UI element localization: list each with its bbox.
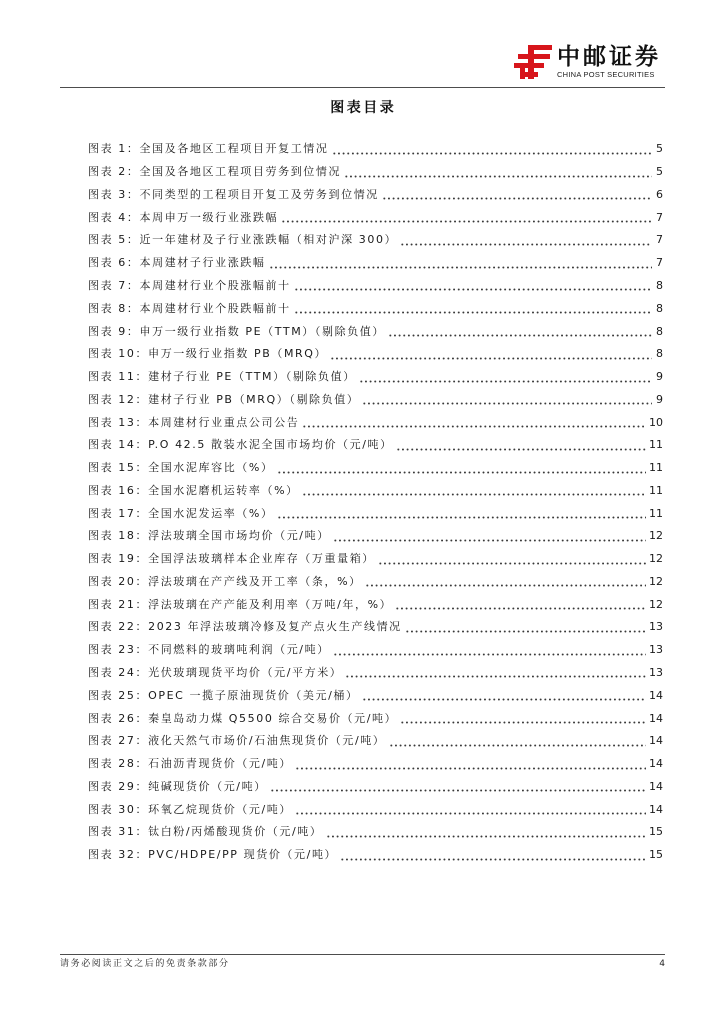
toc-entry-page: 15 — [649, 825, 663, 839]
toc-entry-title: 图表 8：本周建材行业个股跌幅前十 — [88, 301, 291, 315]
toc-entry-title: 图表 13：本周建材行业重点公司公告 — [88, 415, 300, 429]
toc-entry-title: 图表 31：钛白粉/丙烯酸现货价（元/吨） — [88, 825, 323, 839]
toc-entry-page: 7 — [656, 256, 663, 270]
toc-entry-title: 图表 3：不同类型的工程项目开复工及劳务到位情况 — [88, 187, 379, 201]
toc-entry-19[interactable] — [88, 548, 663, 571]
dot-leader — [330, 349, 652, 360]
page-number: 4 — [659, 959, 665, 969]
toc-entry-page: 5 — [656, 165, 663, 179]
page-header — [0, 0, 724, 90]
toc-entry-title: 图表 15：全国水泥库容比（%） — [88, 461, 274, 475]
dot-leader — [295, 759, 646, 770]
toc-entry-title: 图表 1：全国及各地区工程项目开复工情况 — [88, 142, 329, 156]
dot-leader — [332, 144, 653, 155]
toc-entry-31[interactable] — [88, 821, 663, 844]
dot-leader — [345, 667, 646, 678]
toc-entry-5[interactable] — [88, 229, 663, 252]
toc-entry-12[interactable] — [88, 388, 663, 411]
toc-entry-14[interactable] — [88, 434, 663, 457]
dot-leader — [396, 440, 646, 451]
toc-entry-page: 12 — [649, 529, 663, 543]
toc-entry-page: 7 — [656, 233, 663, 247]
toc-entry-8[interactable] — [88, 297, 663, 320]
toc-entry-27[interactable] — [88, 730, 663, 753]
dot-leader — [388, 326, 652, 337]
dot-leader — [405, 622, 646, 633]
toc-entry-11[interactable] — [88, 366, 663, 389]
dot-leader — [400, 235, 652, 246]
toc-entry-7[interactable] — [88, 275, 663, 298]
brand-logo — [0, 0, 724, 86]
toc-entry-title: 图表 9：申万一级行业指数 PE（TTM）（剔除负值） — [88, 324, 386, 338]
dot-leader — [362, 394, 652, 405]
toc-entry-20[interactable] — [88, 571, 663, 594]
toc-entry-6[interactable] — [88, 252, 663, 275]
toc-entry-page: 9 — [656, 370, 663, 384]
toc-entry-page: 14 — [649, 688, 663, 702]
toc-entry-title: 图表 7：本周建材行业个股涨幅前十 — [88, 278, 291, 292]
toc-entry-17[interactable] — [88, 502, 663, 525]
toc-entry-1[interactable] — [88, 138, 663, 161]
toc-entry-page: 13 — [649, 643, 663, 657]
toc-entry-16[interactable] — [88, 479, 663, 502]
dot-leader — [340, 850, 646, 861]
toc-entry-title: 图表 4：本周申万一级行业涨跌幅 — [88, 210, 279, 224]
page-title: 图表目录 — [330, 100, 397, 116]
toc-entry-page: 11 — [649, 438, 663, 452]
dot-leader — [378, 554, 646, 565]
toc-entry-page: 14 — [649, 757, 663, 771]
toc-entry-title: 图表 21：浮法玻璃在产产能及利用率（万吨/年，%） — [88, 597, 393, 611]
toc-entry-page: 14 — [649, 711, 663, 725]
toc-entry-page: 10 — [649, 415, 663, 429]
toc-entry-page: 5 — [656, 142, 663, 156]
brand-name-en: CHINA POST SECURITIES — [557, 70, 655, 79]
toc-entry-29[interactable] — [88, 775, 663, 798]
toc-entry-page: 12 — [649, 597, 663, 611]
toc-entry-15[interactable] — [88, 457, 663, 480]
toc-entry-26[interactable] — [88, 707, 663, 730]
toc-entry-25[interactable] — [88, 684, 663, 707]
dot-leader — [395, 599, 646, 610]
toc-entry-10[interactable] — [88, 343, 663, 366]
toc-entry-9[interactable] — [88, 320, 663, 343]
toc-entry-title: 图表 2：全国及各地区工程项目劳务到位情况 — [88, 165, 342, 179]
toc-entry-title: 图表 18：浮法玻璃全国市场均价（元/吨） — [88, 529, 330, 543]
toc-entry-title: 图表 23：不同燃料的玻璃吨利润（元/吨） — [88, 643, 330, 657]
toc-entry-title: 图表 25：OPEC 一揽子原油现货价（美元/桶） — [88, 688, 359, 702]
toc-entry-page: 7 — [656, 210, 663, 224]
toc-entry-title: 图表 27：液化天然气市场价/石油焦现货价（元/吨） — [88, 734, 386, 748]
toc-entry-page: 8 — [656, 347, 663, 361]
dot-leader — [277, 508, 646, 519]
dot-leader — [400, 713, 646, 724]
toc-entry-13[interactable] — [88, 411, 663, 434]
footer-rule — [60, 954, 665, 955]
dot-leader — [326, 827, 646, 838]
toc-entry-title: 图表 11：建材子行业 PE（TTM）（剔除负值） — [88, 370, 356, 384]
toc-entry-title: 图表 12：建材子行业 PB（MRQ）（剔除负值） — [88, 392, 360, 406]
toc-entry-title: 图表 17：全国水泥发运率（%） — [88, 506, 274, 520]
toc-entry-page: 14 — [649, 779, 663, 793]
toc-entry-title: 图表 20：浮法玻璃在产产线及开工率（条，%） — [88, 574, 362, 588]
toc-entry-title: 图表 24：光伏玻璃现货平均价（元/平方米） — [88, 665, 343, 679]
dot-leader — [270, 781, 646, 792]
toc-entry-title: 图表 19：全国浮法玻璃样本企业库存（万重量箱） — [88, 552, 375, 566]
toc-entry-2[interactable] — [88, 161, 663, 184]
toc-entry-title: 图表 28：石油沥青现货价（元/吨） — [88, 757, 292, 771]
dot-leader — [333, 531, 646, 542]
toc-entry-page: 12 — [649, 574, 663, 588]
toc-entry-title: 图表 30：环氧乙烷现货价（元/吨） — [88, 802, 292, 816]
toc-entry-32[interactable] — [88, 844, 663, 867]
dot-leader — [302, 417, 646, 428]
toc-entry-page: 11 — [649, 483, 663, 497]
toc-entry-page: 11 — [649, 506, 663, 520]
toc-entry-page: 13 — [649, 665, 663, 679]
dot-leader — [295, 804, 646, 815]
toc-entry-page: 8 — [656, 278, 663, 292]
dot-leader — [365, 576, 646, 587]
dot-leader — [382, 189, 652, 200]
toc-entry-page: 8 — [656, 301, 663, 315]
dot-leader — [359, 372, 652, 383]
toc-entry-page: 15 — [649, 848, 663, 862]
toc-entry-page: 14 — [649, 802, 663, 816]
toc-entry-21[interactable] — [88, 593, 663, 616]
toc-entry-title: 图表 6：本周建材子行业涨跌幅 — [88, 256, 266, 270]
toc-entry-22[interactable] — [88, 616, 663, 639]
toc-entry-4[interactable] — [88, 206, 663, 229]
toc-entry-title: 图表 22：2023 年浮法玻璃冷修及复产点火生产线情况 — [88, 620, 402, 634]
header-rule — [60, 87, 665, 88]
dot-leader — [389, 736, 646, 747]
dot-leader — [344, 167, 652, 178]
toc-entry-page: 6 — [656, 187, 663, 201]
dot-leader — [281, 212, 652, 223]
toc-entry-page: 11 — [649, 461, 663, 475]
toc-entry-page: 12 — [649, 552, 663, 566]
toc-entry-18[interactable] — [88, 525, 663, 548]
toc-entry-30[interactable] — [88, 798, 663, 821]
toc-entry-23[interactable] — [88, 639, 663, 662]
toc-entry-title: 图表 26：秦皇岛动力煤 Q5500 综合交易价（元/吨） — [88, 711, 398, 725]
toc-entry-title: 图表 14：P.O 42.5 散装水泥全国市场均价（元/吨） — [88, 438, 393, 452]
toc-entry-title: 图表 10：申万一级行业指数 PB（MRQ） — [88, 347, 328, 361]
toc-entry-title: 图表 32：PVC/HDPE/PP 现货价（元/吨） — [88, 848, 338, 862]
dot-leader — [362, 690, 646, 701]
toc-entry-title: 图表 29：纯碱现货价（元/吨） — [88, 779, 267, 793]
brand-name-cn: 中邮证券 — [557, 44, 661, 70]
toc-entry-page: 8 — [656, 324, 663, 338]
dot-leader — [302, 485, 646, 496]
dot-leader — [269, 258, 653, 269]
toc-entry-24[interactable] — [88, 662, 663, 685]
china-post-logo-icon — [514, 44, 554, 80]
dot-leader — [333, 645, 646, 656]
page-footer — [0, 950, 724, 980]
toc-entry-page: 9 — [656, 392, 663, 406]
toc-entry-page: 14 — [649, 734, 663, 748]
dot-leader — [277, 463, 646, 474]
disclaimer-note: 请务必阅读正文之后的免责条款部分 — [60, 959, 230, 969]
toc-entry-28[interactable] — [88, 753, 663, 776]
toc-entry-title: 图表 5：近一年建材及子行业涨跌幅（相对沪深 300） — [88, 233, 398, 247]
toc-entry-page: 13 — [649, 620, 663, 634]
dot-leader — [294, 303, 652, 314]
dot-leader — [294, 280, 652, 291]
toc-entry-3[interactable] — [88, 184, 663, 207]
chart-index-list — [88, 138, 663, 867]
toc-entry-title: 图表 16：全国水泥磨机运转率（%） — [88, 483, 299, 497]
